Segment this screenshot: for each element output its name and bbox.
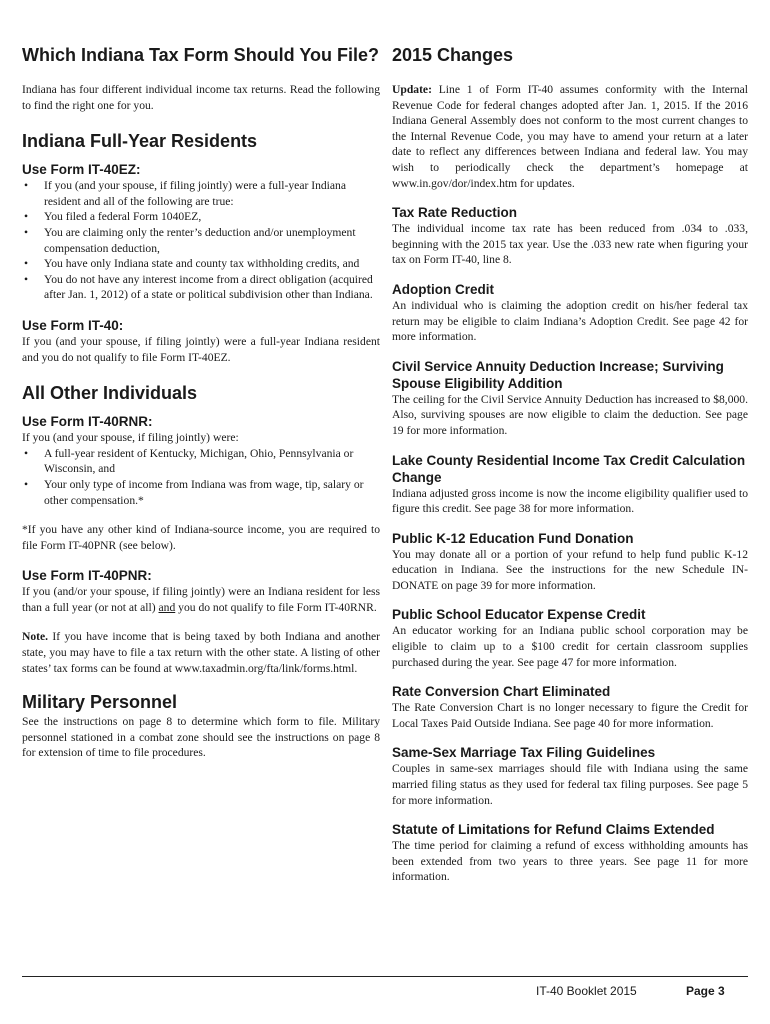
list-item: • If you (and your spouse, if filing jointly) were a full-year Indiana resident and all of the following are true: (22, 178, 380, 209)
section-text: Indiana adjusted gross income is now the income eligibility qualifier used to figure this credit. See page 38 for more information. (392, 486, 748, 516)
list-item: • You filed a federal Form 1040EZ, (22, 209, 380, 225)
section-heading: Public K-12 Education Fund Donation (392, 530, 634, 546)
note-label: Note. (22, 630, 49, 644)
footer-booklet-title: IT-40 Booklet 2015 (536, 984, 637, 998)
all-other-individuals-heading: All Other Individuals (22, 383, 198, 404)
list-item: • A full-year resident of Kentucky, Michigan, Ohio, Pennsylvania or Wisconsin, and (22, 446, 380, 477)
note-text: If you have income that is being taxed by both Indiana and another state, you may have to file a tax return with the other state. A listing of other states’ tax forms can be found at www.taxadmin.org/fta/link/forms.html. (22, 630, 380, 675)
page-title: Which Indiana Tax Form Should You File? (22, 45, 380, 65)
state-tax-note (22, 629, 380, 676)
section-text: The ceiling for the Civil Service Annuity Deduction has increased to $8,000. Also, surviving spouses are now eligible to claim the deduction. See page 19 for more information. (392, 392, 748, 437)
changes-title: 2015 Changes (392, 45, 514, 65)
left-column (22, 40, 380, 761)
it40ez-list (22, 178, 380, 303)
right-column (392, 40, 748, 885)
list-item: • Your only type of income from Indiana was from wage, tip, salary or other compensation.* (22, 477, 380, 508)
it40-heading: Use Form IT-40: (22, 317, 124, 333)
section-text: The individual income tax rate has been reduced from .034 to .033, beginning with the 2015 tax year. Use the .033 new rate when figuring your tax on Form IT-40, line 8. (392, 222, 748, 267)
it40pnr-text-part: If you (and/or your spouse, if filing jointly) were an Indiana resident for less than a full year (or not at all) (22, 585, 380, 614)
intro-text: Indiana has four different individual income tax returns. Read the following to find the right one for you. (22, 83, 380, 112)
it40pnr-text-part: you do not qualify to file Form IT-40RNR. (175, 600, 377, 614)
section-heading: Tax Rate Reduction (392, 205, 518, 221)
update-label: Update: (392, 83, 432, 96)
list-item: • You have only Indiana state and county tax withholding credits, and (22, 256, 380, 272)
section-text: You may donate all or a portion of your refund to help fund public K-12 education in Indiana. See the instructions for the new Schedule IN-DONATE on page 39 for more information. (392, 547, 748, 592)
it40rnr-list (22, 446, 380, 508)
list-item: • You do not have any interest income from a direct obligation (acquired after Jan. 1, 2012) of a state or political subdivision other than Indiana. (22, 272, 380, 303)
it40pnr-text (22, 584, 380, 615)
it40-text: If you (and your spouse, if filing jointly) were a full-year Indiana resident and you do not qualify to file Form IT-40EZ. (22, 334, 380, 364)
section-heading: Civil Service Annuity Deduction Increase; Surviving Spouse Eligibility Addition (392, 358, 724, 391)
section-text: Couples in same-sex marriages should file with Indiana using the same married filing status as they used for federal tax filing purposes. See page 5 for more information. (392, 762, 748, 807)
military-text: See the instructions on page 8 to determine which form to file. Military personnel stationed in a combat zone should see the instructions on page 8 for extension of time to file procedures. (22, 715, 380, 760)
section-heading: Lake County Residential Income Tax Credit Calculation Change (392, 452, 746, 485)
section-text: An educator working for an Indiana public school corporation may be eligible to claim up to a $100 credit for certain classroom supplies purchased during the year. See page 47 for more information. (392, 624, 748, 669)
it40rnr-heading: Use Form IT-40RNR: (22, 414, 153, 430)
it40rnr-footnote: *If you have any other kind of Indiana-source income, you are required to file Form IT-40PNR (see below). (22, 523, 380, 552)
section-heading: Statute of Limitations for Refund Claims Extended (392, 822, 715, 838)
it40rnr-text: If you (and your spouse, if filing jointly) were: (22, 431, 239, 445)
section-heading: Same-Sex Marriage Tax Filing Guidelines (392, 745, 656, 761)
section-text: The Rate Conversion Chart is no longer necessary to figure the Credit for Local Taxes Paid Outside Indiana. See page 40 for more information. (392, 701, 748, 730)
update-body: Line 1 of Form IT-40 assumes conformity with the Internal Revenue Code for federal changes adopted after Jan. 1, 2015. If the 2016 Indiana General Assembly does not conform to the most current changes to the Internal Revenue Code, you may have to amend your return at a later date to reflect any differences between Indiana and federal law. You may wish to periodically check the department’s homepage at www.in.gov/dor/index.htm for updates. (392, 83, 748, 190)
full-year-residents-heading: Indiana Full-Year Residents (22, 131, 258, 152)
section-heading: Adoption Credit (392, 281, 494, 297)
section-text: The time period for claiming a refund of excess withholding amounts has been extended from two years to three years. See page 11 for more information. (392, 839, 748, 884)
update-text (392, 82, 748, 191)
it40ez-heading: Use Form IT-40EZ: (22, 162, 141, 178)
page-number: Page 3 (686, 984, 725, 998)
footer-divider (22, 976, 748, 977)
section-heading: Rate Conversion Chart Eliminated (392, 684, 611, 700)
section-text: An individual who is claiming the adoption credit on his/her federal tax return may be eligible to claim Indiana’s Adoption Credit. See page 42 for more information. (392, 298, 748, 344)
military-personnel-heading: Military Personnel (22, 692, 178, 713)
section-heading: Public School Educator Expense Credit (392, 607, 646, 623)
it40pnr-text-underlined: and (158, 600, 176, 614)
it40pnr-heading: Use Form IT-40PNR: (22, 568, 152, 584)
list-item: • You are claiming only the renter’s deduction and/or unemployment compensation deduction, (22, 225, 380, 256)
